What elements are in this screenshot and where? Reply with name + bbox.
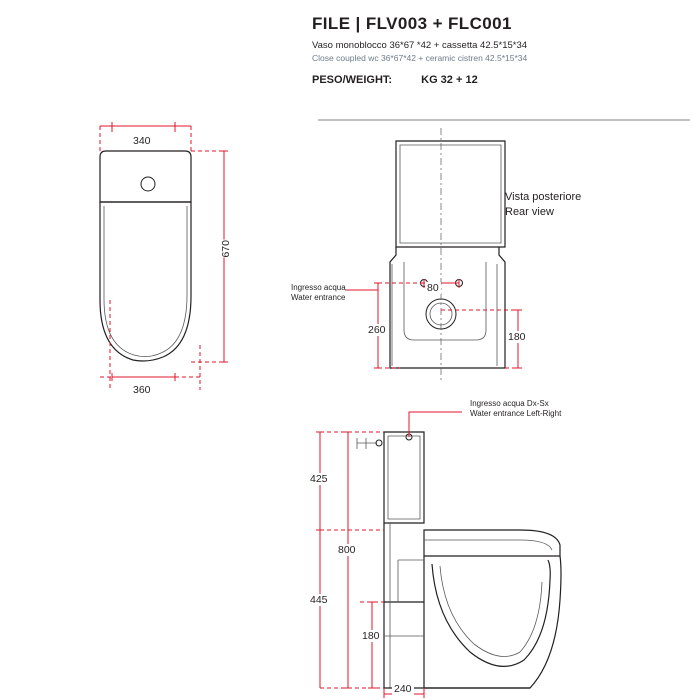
water-entrance-note-side <box>470 399 561 419</box>
weight-label: PESO/WEIGHT: <box>312 74 393 86</box>
dim-top-width-340: 340 <box>133 135 151 147</box>
water-entrance-note-rear-en: Water entrance <box>291 293 346 302</box>
dim-top-width-360: 360 <box>133 384 151 396</box>
dimension-lines <box>100 122 522 698</box>
dim-side-800: 800 <box>338 544 356 556</box>
water-entrance-note-side-it: Ingresso acqua Dx-Sx <box>470 399 549 408</box>
dim-side-445: 445 <box>310 594 328 606</box>
water-entrance-note-rear-it: Ingresso acqua <box>291 283 346 292</box>
weight-value: KG 32 + 12 <box>421 74 478 86</box>
top-view-geometry <box>100 151 191 361</box>
dim-top-height-670: 670 <box>220 240 232 258</box>
dim-rear-260: 260 <box>368 324 386 336</box>
page-title: FILE | FLV003 + FLC001 <box>312 14 512 33</box>
side-view-geometry <box>357 432 561 688</box>
dim-rear-inlet-80: 80 <box>427 282 439 294</box>
water-entrance-note-rear <box>291 283 346 303</box>
rear-view-label-en: Rear view <box>505 205 554 218</box>
subtitle-italian: Vaso monoblocco 36*67 *42 + cassetta 42.5*15*34 <box>312 40 528 51</box>
dim-side-425: 425 <box>310 473 328 485</box>
rear-view-geometry <box>318 120 690 380</box>
rear-view-label-it: Vista posteriore <box>505 191 582 203</box>
water-entrance-note-side-en: Water entrance Left-Right <box>470 409 562 418</box>
dim-side-180: 180 <box>362 630 380 642</box>
dim-side-240: 240 <box>394 683 412 695</box>
dim-rear-180: 180 <box>508 331 526 343</box>
rear-view-label <box>505 190 581 220</box>
subtitle-english: Close coupled wc 36*67*42 + ceramic cistren 42.5*15*34 <box>312 53 528 63</box>
